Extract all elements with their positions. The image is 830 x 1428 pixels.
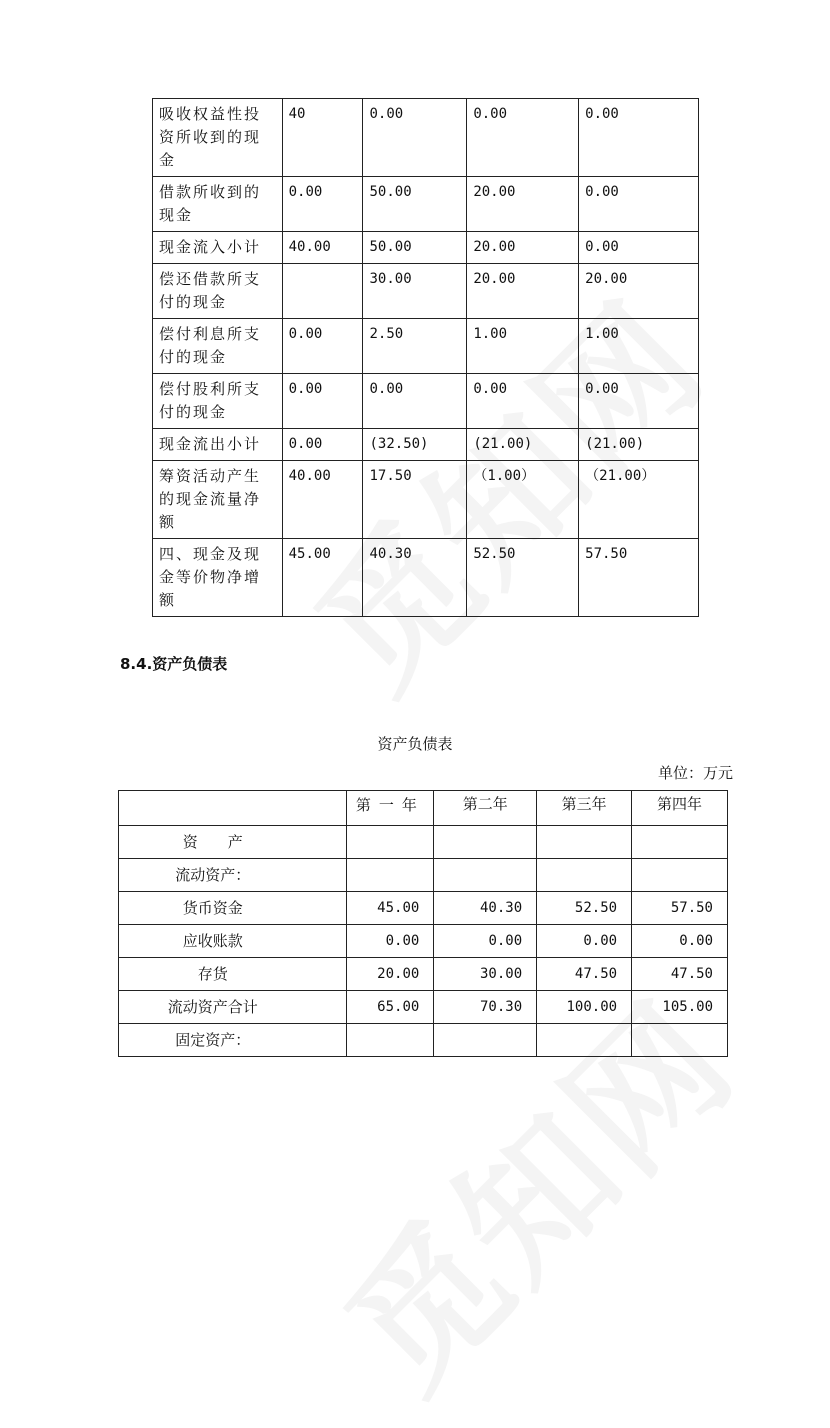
- row-label: 资 产: [119, 826, 347, 859]
- cell-value: (21.00): [579, 429, 699, 461]
- cell-value: 20.00: [347, 958, 434, 991]
- cell-value: [537, 1024, 632, 1057]
- cell-value: [282, 264, 363, 319]
- cell-value: 30.00: [434, 958, 537, 991]
- balance-sheet-title: 资产负债表: [377, 735, 453, 753]
- cell-value: 0.00: [579, 232, 699, 264]
- row-label: 偿付股利所支付的现金: [153, 374, 283, 429]
- cell-value: 40.30: [363, 539, 467, 617]
- cell-value: (32.50): [363, 429, 467, 461]
- table-row: [153, 374, 699, 429]
- table-row: [153, 429, 699, 461]
- cell-value: （1.00）: [467, 461, 579, 539]
- cell-value: 0.00: [363, 374, 467, 429]
- column-header: [347, 791, 434, 826]
- row-label: 借款所收到的现金: [153, 177, 283, 232]
- cell-value: 30.00: [363, 264, 467, 319]
- cell-value: 0.00: [537, 925, 632, 958]
- cell-value: [347, 859, 434, 892]
- cell-value: 45.00: [282, 539, 363, 617]
- row-label: 流动资产合计: [119, 991, 347, 1024]
- cell-value: 17.50: [363, 461, 467, 539]
- table-row: [153, 177, 699, 232]
- row-label: 固定资产：: [119, 1024, 347, 1057]
- cell-value: [434, 1024, 537, 1057]
- cell-value: 0.00: [579, 177, 699, 232]
- row-label: 四、现金及现金等价物净增额: [153, 539, 283, 617]
- cell-value: 0.00: [282, 374, 363, 429]
- cell-value: 0.00: [347, 925, 434, 958]
- row-label: 流动资产：: [119, 859, 347, 892]
- cell-value: 57.50: [632, 892, 728, 925]
- column-header: [119, 791, 347, 826]
- table-row: [119, 826, 728, 859]
- balance-sheet-body: [119, 826, 728, 1057]
- table-row: [119, 892, 728, 925]
- cell-value: [434, 826, 537, 859]
- table-row: [119, 1024, 728, 1057]
- cell-value: 57.50: [579, 539, 699, 617]
- table-row: [153, 319, 699, 374]
- cell-value: 0.00: [282, 429, 363, 461]
- cell-value: 52.50: [467, 539, 579, 617]
- cell-value: 40.30: [434, 892, 537, 925]
- cell-value: 50.00: [363, 177, 467, 232]
- cell-value: 40.00: [282, 232, 363, 264]
- row-label: 应收账款: [119, 925, 347, 958]
- cell-value: 0.00: [579, 374, 699, 429]
- column-header: 第二年: [434, 791, 537, 826]
- row-label: 偿还借款所支付的现金: [153, 264, 283, 319]
- cell-value: 0.00: [434, 925, 537, 958]
- table-row: [153, 461, 699, 539]
- row-label: 吸收权益性投资所收到的现金: [153, 99, 283, 177]
- cash-flow-table: [152, 98, 699, 617]
- column-header: 第三年: [537, 791, 632, 826]
- cell-value: 20.00: [579, 264, 699, 319]
- section-heading: 8.4.资产负债表: [120, 655, 228, 673]
- row-label: 现金流入小计: [153, 232, 283, 264]
- cell-value: 20.00: [467, 177, 579, 232]
- cell-value: [347, 826, 434, 859]
- cell-value: (21.00): [467, 429, 579, 461]
- cell-value: 20.00: [467, 232, 579, 264]
- column-header: 第四年: [632, 791, 728, 826]
- row-label: 偿付利息所支付的现金: [153, 319, 283, 374]
- cell-value: [632, 1024, 728, 1057]
- cell-value: 2.50: [363, 319, 467, 374]
- cell-value: 0.00: [467, 99, 579, 177]
- cell-value: 0.00: [282, 319, 363, 374]
- table-row: [119, 958, 728, 991]
- cell-value: 20.00: [467, 264, 579, 319]
- cash-flow-body: [153, 99, 699, 617]
- header-row: [119, 791, 728, 826]
- cell-value: 1.00: [467, 319, 579, 374]
- cell-value: 50.00: [363, 232, 467, 264]
- cell-value: 52.50: [537, 892, 632, 925]
- balance-sheet-header: [119, 791, 728, 826]
- row-label: 存货: [119, 958, 347, 991]
- cell-value: [632, 826, 728, 859]
- cell-value: [537, 826, 632, 859]
- cell-value: 40: [282, 99, 363, 177]
- cell-value: 47.50: [537, 958, 632, 991]
- row-label: 货币资金: [119, 892, 347, 925]
- table-row: [153, 99, 699, 177]
- cell-value: [434, 859, 537, 892]
- cell-value: 45.00: [347, 892, 434, 925]
- row-label: 筹资活动产生的现金流量净额: [153, 461, 283, 539]
- cell-value: 0.00: [282, 177, 363, 232]
- cell-value: 0.00: [579, 99, 699, 177]
- table-row: [119, 925, 728, 958]
- cell-value: 65.00: [347, 991, 434, 1024]
- table-row: [119, 859, 728, 892]
- cell-value: 40.00: [282, 461, 363, 539]
- cell-value: [632, 859, 728, 892]
- table-row: [153, 264, 699, 319]
- cell-value: 47.50: [632, 958, 728, 991]
- column-header-text: 第一年: [355, 796, 425, 814]
- cell-value: [347, 1024, 434, 1057]
- unit-label: 单位：万元: [657, 764, 733, 782]
- table-row: [153, 539, 699, 617]
- balance-sheet-table: [118, 790, 728, 1057]
- cell-value: （21.00）: [579, 461, 699, 539]
- table-row: [153, 232, 699, 264]
- cell-value: 100.00: [537, 991, 632, 1024]
- cell-value: 0.00: [467, 374, 579, 429]
- cell-value: 70.30: [434, 991, 537, 1024]
- cell-value: 0.00: [363, 99, 467, 177]
- table-row: [119, 991, 728, 1024]
- cell-value: 0.00: [632, 925, 728, 958]
- cell-value: 105.00: [632, 991, 728, 1024]
- cell-value: 1.00: [579, 319, 699, 374]
- row-label: 现金流出小计: [153, 429, 283, 461]
- cell-value: [537, 859, 632, 892]
